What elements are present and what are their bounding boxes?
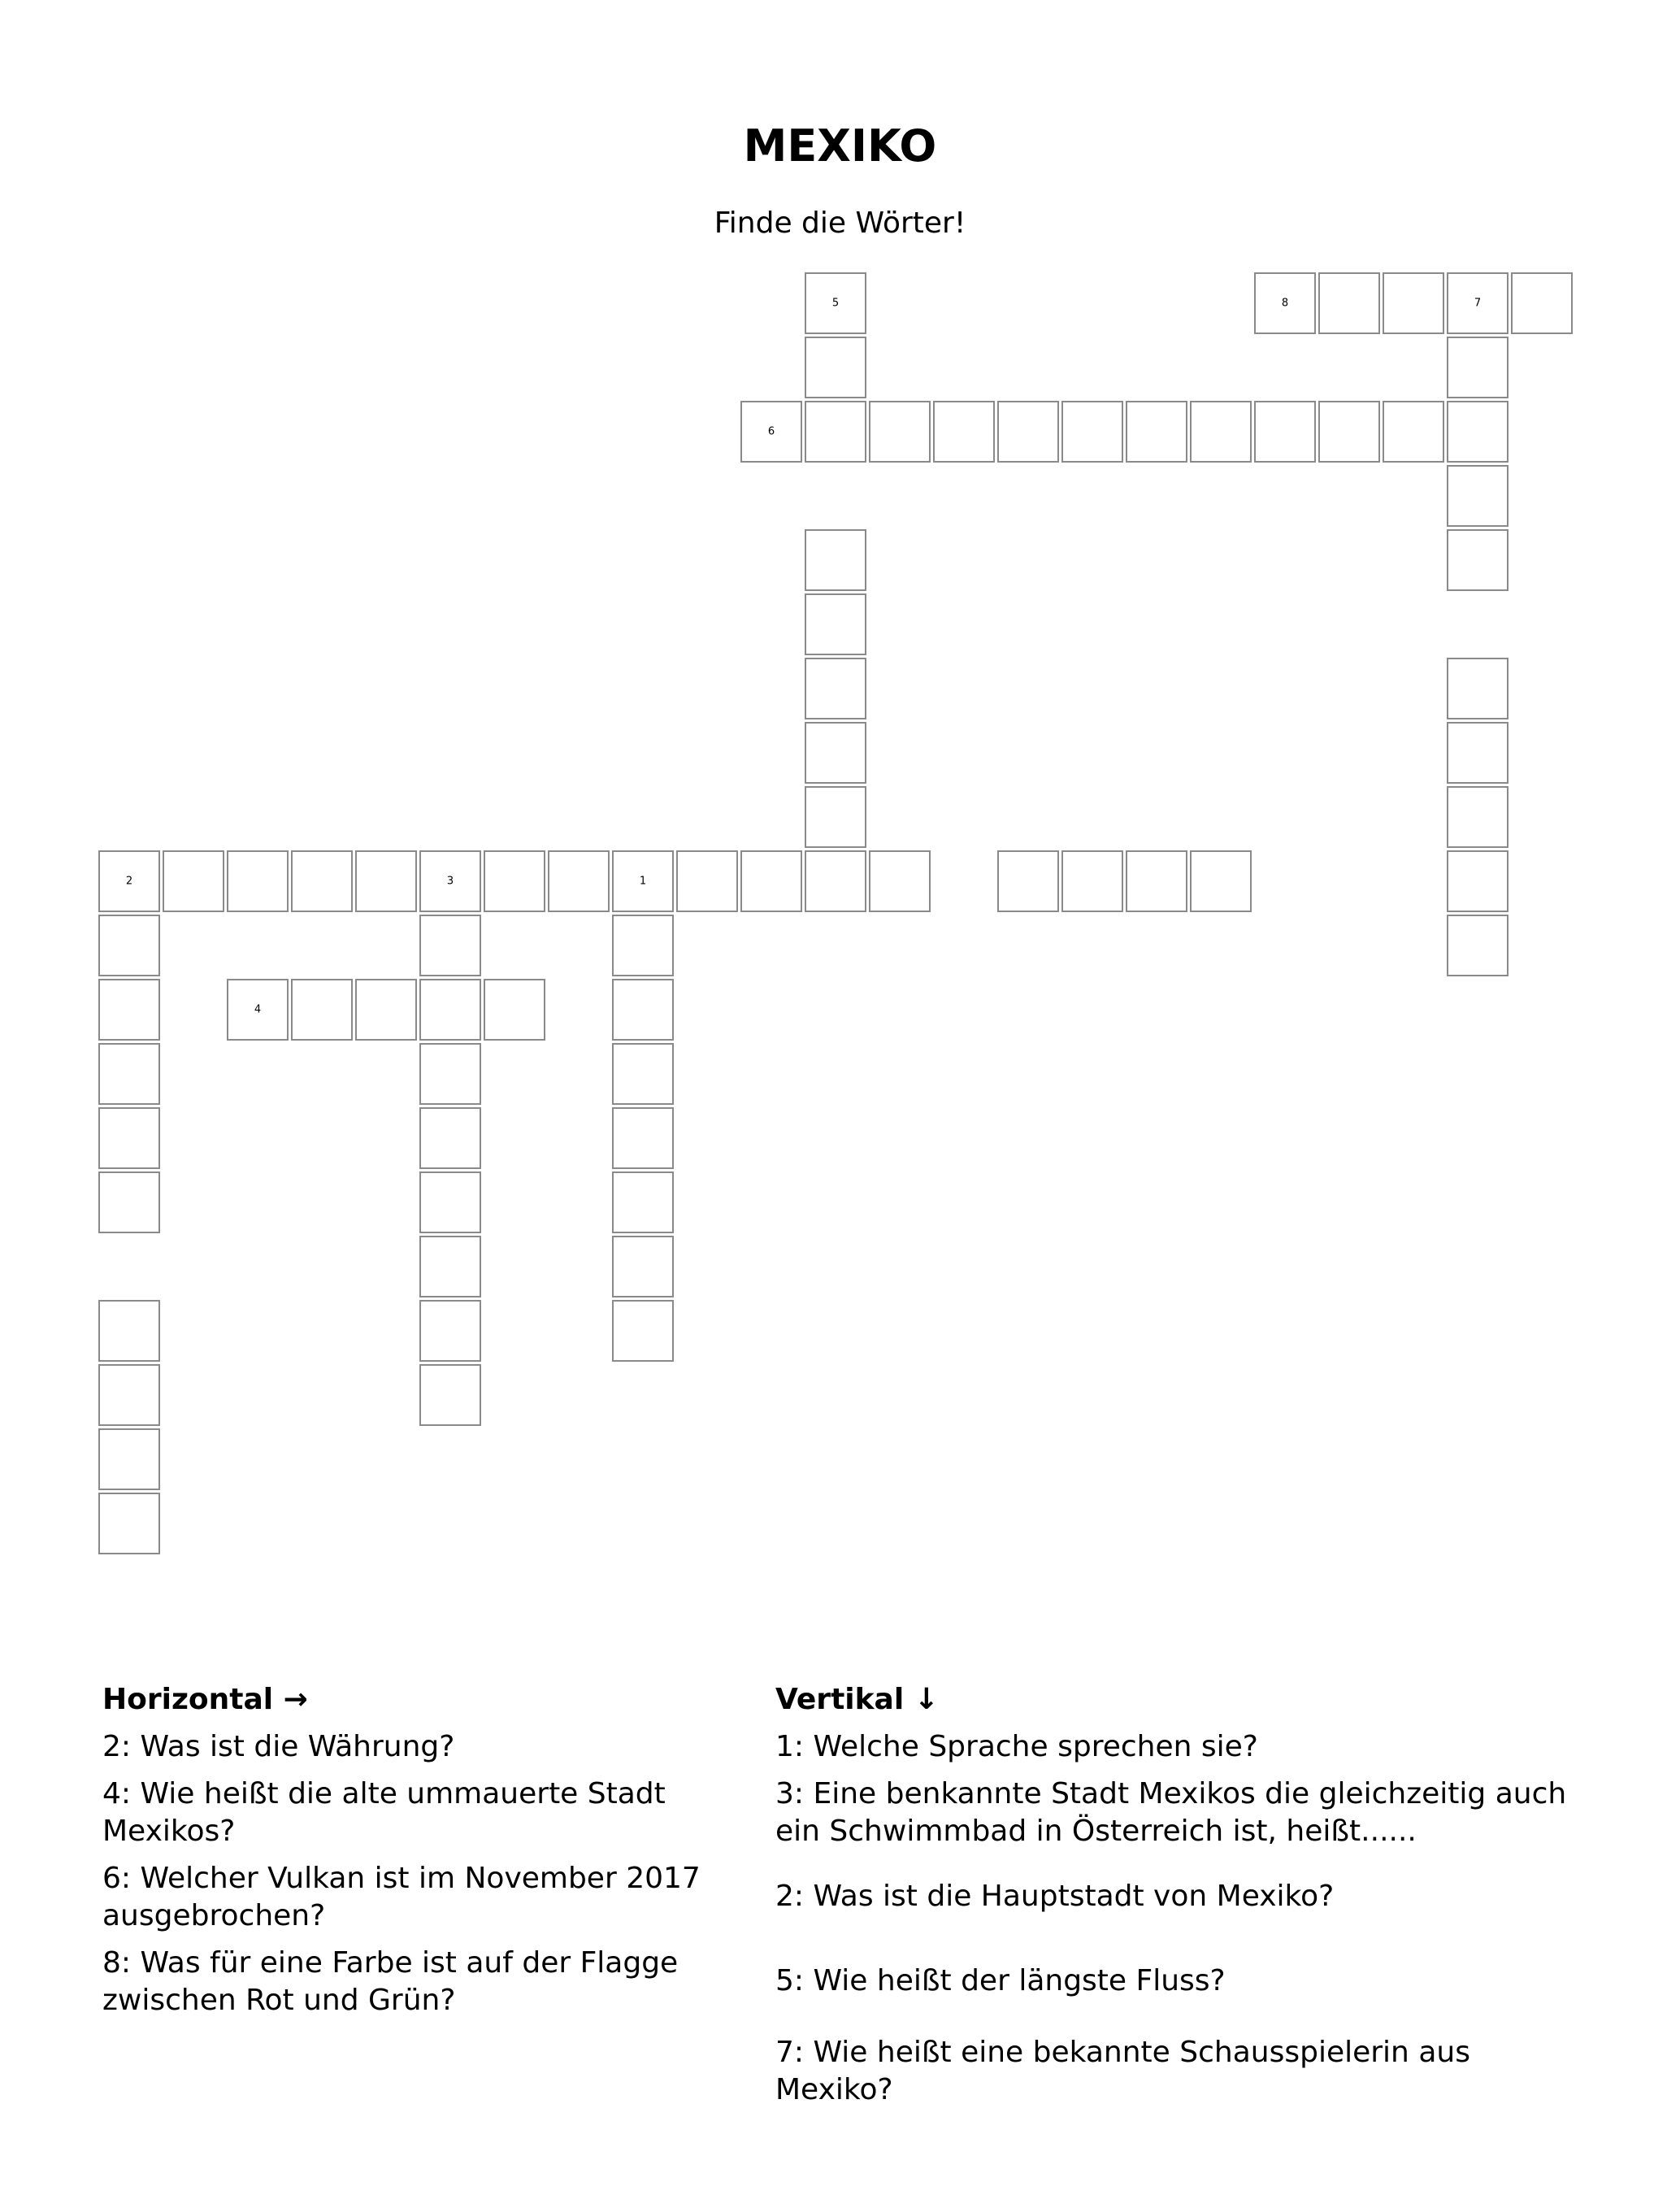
crossword-cell[interactable] [1447, 915, 1509, 976]
clue-horizontal-6: 6: Welcher Vulkan ist im November 2017 ausgebrochen? [102, 1862, 701, 1932]
crossword-cell[interactable] [1447, 529, 1509, 591]
clue-number: 6 [767, 425, 775, 438]
crossword-cell[interactable] [98, 1364, 160, 1426]
crossword-cell[interactable] [869, 850, 931, 912]
crossword-cell[interactable] [227, 979, 289, 1041]
crossword-cell[interactable] [484, 850, 545, 912]
crossword-cell[interactable] [1447, 465, 1509, 527]
crossword-cell[interactable] [419, 1300, 481, 1362]
crossword-cell[interactable] [805, 529, 866, 591]
clue-number: 4 [254, 1003, 262, 1016]
crossword-cell[interactable] [419, 1236, 481, 1297]
crossword-cell[interactable] [1447, 722, 1509, 784]
crossword-cell[interactable] [98, 1428, 160, 1490]
crossword-cell[interactable] [933, 401, 995, 463]
crossword-cell[interactable] [1447, 337, 1509, 398]
crossword-cell[interactable] [291, 850, 353, 912]
crossword-cell[interactable] [805, 722, 866, 784]
page-title: MEXIKO [743, 120, 937, 172]
crossword-cell[interactable] [997, 850, 1059, 912]
crossword-cell[interactable] [1447, 272, 1509, 334]
crossword-cell[interactable] [98, 850, 160, 912]
crossword-cell[interactable] [1318, 272, 1380, 334]
crossword-cell[interactable] [612, 1043, 674, 1105]
crossword-cell[interactable] [805, 850, 866, 912]
crossword-cell[interactable] [98, 915, 160, 976]
crossword-cell[interactable] [1061, 401, 1123, 463]
crossword-cell[interactable] [419, 1364, 481, 1426]
clue-horizontal-2: 2: Was ist die Währung? [102, 1730, 455, 1763]
clues-horizontal [102, 1683, 720, 2017]
crossword-cell[interactable] [419, 915, 481, 976]
crossword-cell[interactable] [1383, 272, 1444, 334]
crossword-cell[interactable] [612, 1236, 674, 1297]
crossword-cell[interactable] [1254, 272, 1316, 334]
clue-vertical-2: 2: Was ist die Hauptstadt von Mexiko? [775, 1880, 1335, 1913]
clue-number: 7 [1474, 297, 1482, 310]
crossword-cell[interactable] [163, 850, 224, 912]
crossword-cell[interactable] [612, 850, 674, 912]
crossword-cell[interactable] [1061, 850, 1123, 912]
crossword-cell[interactable] [548, 850, 610, 912]
crossword-cell[interactable] [1383, 401, 1444, 463]
crossword-cell[interactable] [869, 401, 931, 463]
clue-number: 2 [125, 875, 133, 888]
crossword-cell[interactable] [98, 1107, 160, 1169]
crossword-cell[interactable] [355, 850, 417, 912]
crossword-cell[interactable] [419, 979, 481, 1041]
crossword-cell[interactable] [805, 401, 866, 463]
crossword-cell[interactable] [1447, 786, 1509, 848]
crossword-cell[interactable] [1126, 850, 1187, 912]
crossword-cell[interactable] [419, 850, 481, 912]
crossword-cell[interactable] [484, 979, 545, 1041]
crossword-cell[interactable] [291, 979, 353, 1041]
clues-horizontal-heading: Horizontal → [102, 1683, 308, 1716]
crossword-cell[interactable] [98, 1043, 160, 1105]
crossword-cell[interactable] [1447, 658, 1509, 719]
clue-number: 8 [1281, 297, 1289, 310]
crossword-cell[interactable] [1190, 401, 1252, 463]
crossword-cell[interactable] [419, 1107, 481, 1169]
crossword-cell[interactable] [612, 1300, 674, 1362]
crossword-cell[interactable] [1447, 401, 1509, 463]
clue-number: 1 [639, 875, 647, 888]
crossword-cell[interactable] [1190, 850, 1252, 912]
crossword-cell[interactable] [1254, 401, 1316, 463]
crossword-cell[interactable] [805, 593, 866, 655]
crossword-cell[interactable] [98, 979, 160, 1041]
clue-vertical-5: 5: Wie heißt der längste Fluss? [775, 1964, 1226, 1997]
crossword-cell[interactable] [676, 850, 738, 912]
crossword-cell[interactable] [227, 850, 289, 912]
clues-vertical [775, 1683, 1588, 2106]
crossword-cell[interactable] [98, 1493, 160, 1554]
crossword-cell[interactable] [612, 979, 674, 1041]
crossword-cell[interactable] [98, 1171, 160, 1233]
crossword-cell[interactable] [98, 1300, 160, 1362]
crossword-cell[interactable] [612, 915, 674, 976]
crossword-cell[interactable] [612, 1171, 674, 1233]
crossword-cell[interactable] [740, 401, 802, 463]
crossword-cell[interactable] [612, 1107, 674, 1169]
crossword-cell[interactable] [1511, 272, 1573, 334]
crossword-cell[interactable] [1126, 401, 1187, 463]
clues-vertical-heading: Vertikal ↓ [775, 1683, 939, 1716]
crossword-cell[interactable] [419, 1171, 481, 1233]
subtitle: Finde die Wörter! [714, 206, 966, 240]
clue-horizontal-8: 8: Was für eine Farbe ist auf der Flagge zwischen Rot und Grün? [102, 1946, 679, 2017]
crossword-cell[interactable] [805, 786, 866, 848]
crossword-cell[interactable] [805, 272, 866, 334]
crossword-cell[interactable] [355, 979, 417, 1041]
crossword-cell[interactable] [997, 401, 1059, 463]
clue-horizontal-4: 4: Wie heißt die alte ummauerte Stadt Mexikos? [102, 1777, 666, 1848]
crossword-cell[interactable] [1447, 850, 1509, 912]
clue-vertical-3: 3: Eine benkannte Stadt Mexikos die gleichzeitig auch ein Schwimmbad in Österreich ist, heißt...... [775, 1777, 1567, 1848]
crossword-cell[interactable] [1318, 401, 1380, 463]
crossword-cell[interactable] [805, 658, 866, 719]
crossword-cell[interactable] [805, 337, 866, 398]
crossword-cell[interactable] [740, 850, 802, 912]
clue-vertical-1: 1: Welche Sprache sprechen sie? [775, 1730, 1258, 1763]
clue-number: 3 [446, 875, 454, 888]
clue-vertical-7: 7: Wie heißt eine bekannte Schausspielerin aus Mexiko? [775, 2036, 1470, 2106]
clue-number: 5 [831, 297, 840, 310]
crossword-cell[interactable] [419, 1043, 481, 1105]
